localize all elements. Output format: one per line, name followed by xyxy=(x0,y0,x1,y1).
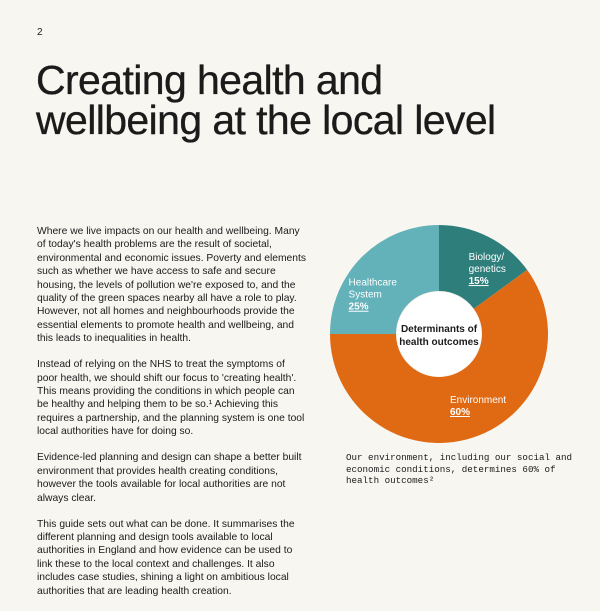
slice-label-biology-genetics: genetics xyxy=(468,264,506,276)
body-paragraph: Instead of relying on the NHS to treat the symptoms of poor health, we should shift our focus to 'creating health'. This means providing the conditions in which people can be healthy and helping them to be so.¹ Achieving this requires a partnership, and the planning system is one tool local authorities have for doing so. xyxy=(37,359,305,438)
page-title xyxy=(36,57,556,143)
body-paragraph: Where we live impacts on our health and wellbeing. Many of today's health problems are the result of societal, environmental and economic issues. Poverty and elements such as whether we have access to safe and secure housing, the levels of pollution we're exposed to, and the quality of the green spaces nearby all have a role to play. However, not all homes and neighbourhoods provide the essential elements to promote health and wellbeing, and this leads to inequalities in health. xyxy=(37,226,307,345)
donut-center-label-line-2: health outcomes xyxy=(399,337,479,348)
chart-caption: Our environment, including our social and economic conditions, determines 60% of health outcomes² xyxy=(346,452,573,486)
donut-chart xyxy=(330,225,548,443)
slice-label-healthcare-system: System xyxy=(348,289,382,301)
body-paragraph: This guide sets out what can be done. It summarises the different planning and design tools available to local authorities in England and how evidence can be used to link these to the local context and challenges. It also includes case studies, shining a light on ambitious local authorities that are leading health creation. xyxy=(37,518,295,597)
slice-value-healthcare-system: 25% xyxy=(348,301,369,313)
donut-center-label-line-1: Determinants of xyxy=(400,324,478,335)
donut-chart-svg xyxy=(330,225,548,443)
page-title-line-2: wellbeing at the local level xyxy=(36,97,496,143)
slice-value-environment: 60% xyxy=(450,407,471,419)
page-title-line-1: Creating health and xyxy=(36,57,383,103)
slice-label-healthcare-system: Healthcare xyxy=(348,277,397,289)
slice-label-environment: Environment xyxy=(450,395,507,407)
page-number: 2 xyxy=(37,27,43,38)
body-paragraph: Evidence-led planning and design can shape a better built environment that provides health creating conditions, however the tools available for local authorities are not always clear. xyxy=(37,452,302,504)
slice-label-biology-genetics: Biology/ xyxy=(468,252,505,264)
slice-value-biology-genetics: 15% xyxy=(468,276,489,288)
body-text xyxy=(37,225,307,611)
